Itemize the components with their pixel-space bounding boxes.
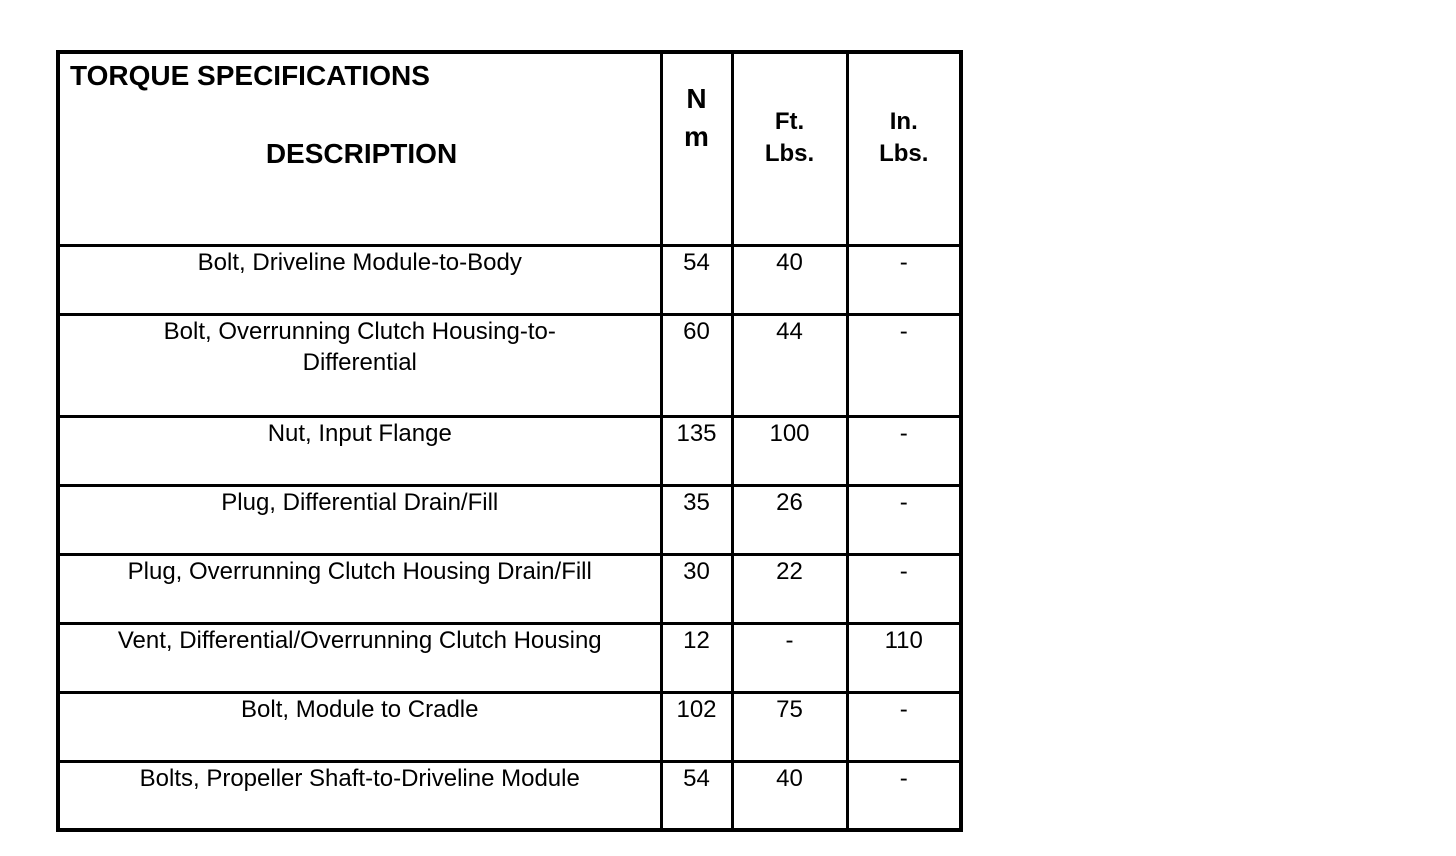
table-header-row xyxy=(58,52,961,245)
cell-description: Bolts, Propeller Shaft-to-Driveline Module xyxy=(58,761,661,830)
cell-in-lbs: - xyxy=(847,692,961,761)
cell-ft-lbs: 75 xyxy=(732,692,847,761)
cell-in-lbs: - xyxy=(847,245,961,314)
table-row xyxy=(58,416,961,485)
table-row xyxy=(58,761,961,830)
column-header-description: DESCRIPTION xyxy=(265,138,458,169)
cell-description: Vent, Differential/Overrunning Clutch Housing xyxy=(58,623,661,692)
in-header-line1: In. xyxy=(889,108,918,135)
cell-ft-lbs: 26 xyxy=(732,485,847,554)
in-header-line2: Lbs. xyxy=(879,140,929,167)
cell-description: Bolt, Overrunning Clutch Housing-to-Differential xyxy=(58,314,661,416)
cell-nm: 54 xyxy=(661,245,732,314)
table-row xyxy=(58,245,961,314)
nm-header-line2: m xyxy=(684,121,709,152)
header-description-cell xyxy=(58,52,661,245)
cell-description: Nut, Input Flange xyxy=(58,416,661,485)
cell-nm: 12 xyxy=(661,623,732,692)
table-title: TORQUE SPECIFICATIONS xyxy=(70,60,430,91)
cell-ft-lbs: - xyxy=(732,623,847,692)
table-row xyxy=(58,554,961,623)
cell-nm: 30 xyxy=(661,554,732,623)
cell-in-lbs: - xyxy=(847,761,961,830)
cell-nm: 54 xyxy=(661,761,732,830)
cell-nm: 135 xyxy=(661,416,732,485)
column-header-ft-lbs xyxy=(732,52,847,245)
cell-nm: 60 xyxy=(661,314,732,416)
cell-nm: 35 xyxy=(661,485,732,554)
cell-description: Plug, Overrunning Clutch Housing Drain/Fill xyxy=(58,554,661,623)
column-header-nm xyxy=(661,52,732,245)
cell-in-lbs: - xyxy=(847,485,961,554)
ft-header-line1: Ft. xyxy=(774,108,805,135)
cell-in-lbs: 110 xyxy=(847,623,961,692)
cell-description: Plug, Differential Drain/Fill xyxy=(58,485,661,554)
cell-ft-lbs: 40 xyxy=(732,245,847,314)
table-row xyxy=(58,623,961,692)
cell-nm: 102 xyxy=(661,692,732,761)
torque-spec-table xyxy=(56,50,963,832)
nm-header-line1: N xyxy=(686,83,707,114)
table-row xyxy=(58,692,961,761)
cell-description: Bolt, Module to Cradle xyxy=(58,692,661,761)
ft-header-line2: Lbs. xyxy=(764,140,815,167)
cell-ft-lbs: 22 xyxy=(732,554,847,623)
cell-ft-lbs: 44 xyxy=(732,314,847,416)
cell-in-lbs: - xyxy=(847,554,961,623)
cell-ft-lbs: 40 xyxy=(732,761,847,830)
column-header-in-lbs xyxy=(847,52,961,245)
cell-description: Bolt, Driveline Module-to-Body xyxy=(58,245,661,314)
cell-in-lbs: - xyxy=(847,416,961,485)
table-row xyxy=(58,314,961,416)
table-row xyxy=(58,485,961,554)
cell-ft-lbs: 100 xyxy=(732,416,847,485)
cell-in-lbs: - xyxy=(847,314,961,416)
